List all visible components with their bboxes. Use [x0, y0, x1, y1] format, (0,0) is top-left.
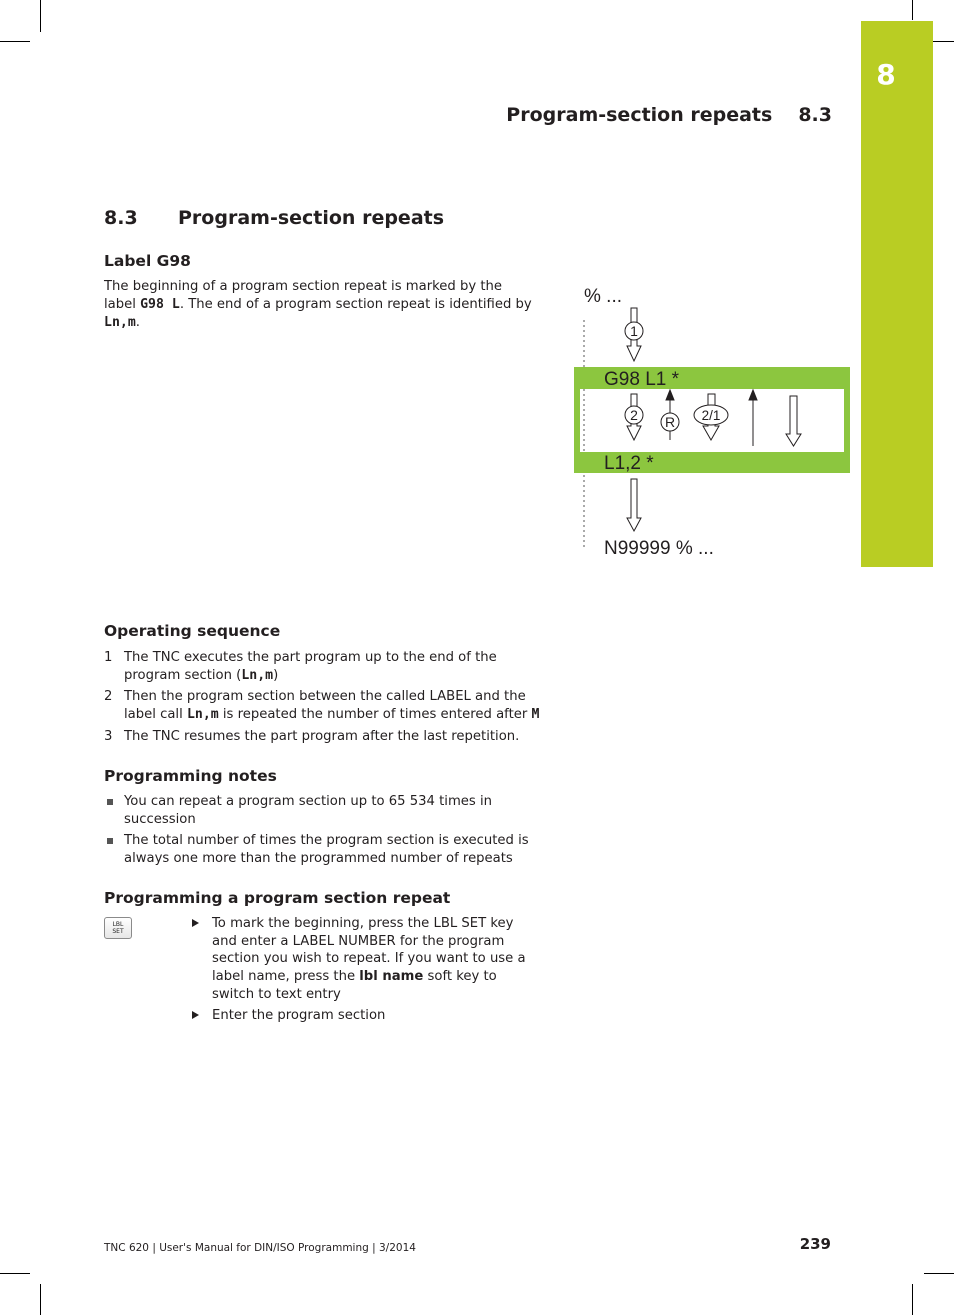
diagram-start: % ...	[584, 286, 623, 307]
diagram-marker-r: R	[664, 414, 676, 430]
crop-mark	[40, 0, 41, 32]
diagram-marker-1: 1	[630, 323, 638, 339]
crop-mark	[0, 1273, 30, 1274]
crop-mark	[912, 1284, 913, 1315]
list-text: Then the program section between the called LABEL and the label call	[124, 689, 526, 722]
running-head	[480, 104, 832, 126]
step-text: To mark the beginning, press the LBL SET key and enter a LABEL NUMBER for the program section you wish to repeat. If you want to use a label name, press the	[212, 916, 526, 985]
list-code: Ln,m	[241, 667, 274, 683]
list-number: 3	[104, 729, 113, 744]
list-number: 1	[104, 650, 113, 665]
bullet-square-icon	[107, 838, 113, 844]
lbl-set-key-icon	[104, 917, 132, 939]
key-label-line1: LBL	[112, 921, 124, 928]
step-text: Enter the program section	[212, 1008, 386, 1023]
label-g98-heading: Label G98	[104, 252, 191, 270]
list-item	[104, 688, 544, 723]
list-item	[104, 728, 544, 746]
running-head-title: Program-section repeats	[506, 104, 773, 126]
program-repeat-diagram	[570, 278, 855, 563]
list-number: 2	[104, 689, 113, 704]
section-number: 8.3	[104, 207, 138, 229]
section-heading	[104, 207, 444, 229]
section-title: Program-section repeats	[178, 207, 445, 229]
operating-sequence-heading: Operating sequence	[104, 622, 281, 640]
list-item	[104, 649, 544, 684]
label-g98-text-2: . The end of a program section repeat is identified by	[179, 297, 532, 312]
crop-mark	[0, 41, 30, 42]
instruction-step	[192, 1007, 542, 1025]
crop-mark	[40, 1284, 41, 1315]
label-g98-text-3: .	[135, 315, 140, 330]
bullet-square-icon	[107, 799, 113, 805]
down-arrow-bottom	[627, 479, 641, 531]
list-code: Ln,m	[186, 706, 219, 722]
key-label-line2: SET	[112, 928, 124, 935]
running-head-section: 8.3	[798, 104, 832, 126]
chapter-tab	[861, 21, 933, 567]
diagram-marker-2: 2	[630, 407, 638, 423]
diagram-marker-2-1: 2/1	[701, 408, 721, 423]
label-g98-paragraph	[104, 278, 534, 332]
page-number: 239	[799, 1235, 831, 1253]
list-text: You can repeat a program section up to 65 534 times in succession	[124, 794, 492, 827]
diagram-end: N99999 % ...	[604, 538, 714, 559]
list-text: )	[273, 667, 279, 683]
programming-notes-heading: Programming notes	[104, 767, 277, 785]
instruction-step	[192, 915, 542, 1004]
label-g98-text-1: The beginning of a program section repeat is marked by the label	[104, 279, 502, 312]
programming-repeat-heading: Programming a program section repeat	[104, 889, 451, 907]
list-item	[104, 793, 544, 828]
crop-mark	[912, 0, 913, 20]
softkey-name: lbl name	[359, 969, 424, 985]
crop-mark	[924, 1273, 954, 1274]
list-text: The TNC resumes the part program after the last repetition.	[124, 729, 520, 744]
list-code: M	[531, 706, 540, 722]
list-text: The total number of times the program section is executed is always one more than the programmed number of repeats	[124, 833, 529, 866]
label-g98-code-2: Ln,m	[104, 315, 136, 330]
diagram-label-line: G98 L1 *	[604, 369, 679, 390]
footer-text: TNC 620 | User's Manual for DIN/ISO Programming | 3/2014	[104, 1242, 416, 1254]
label-g98-code-1: G98 L	[140, 297, 180, 312]
step-text: soft key to switch to text entry	[212, 969, 497, 1002]
step-arrow-icon	[192, 919, 199, 927]
diagram-call-line: L1,2 *	[604, 453, 654, 474]
list-text: is repeated the number of times entered after	[218, 706, 532, 722]
chapter-number: 8	[876, 58, 896, 91]
list-text: The TNC executes the part program up to the end of the program section (	[124, 650, 497, 683]
step-arrow-icon	[192, 1011, 199, 1019]
list-item	[104, 832, 544, 867]
